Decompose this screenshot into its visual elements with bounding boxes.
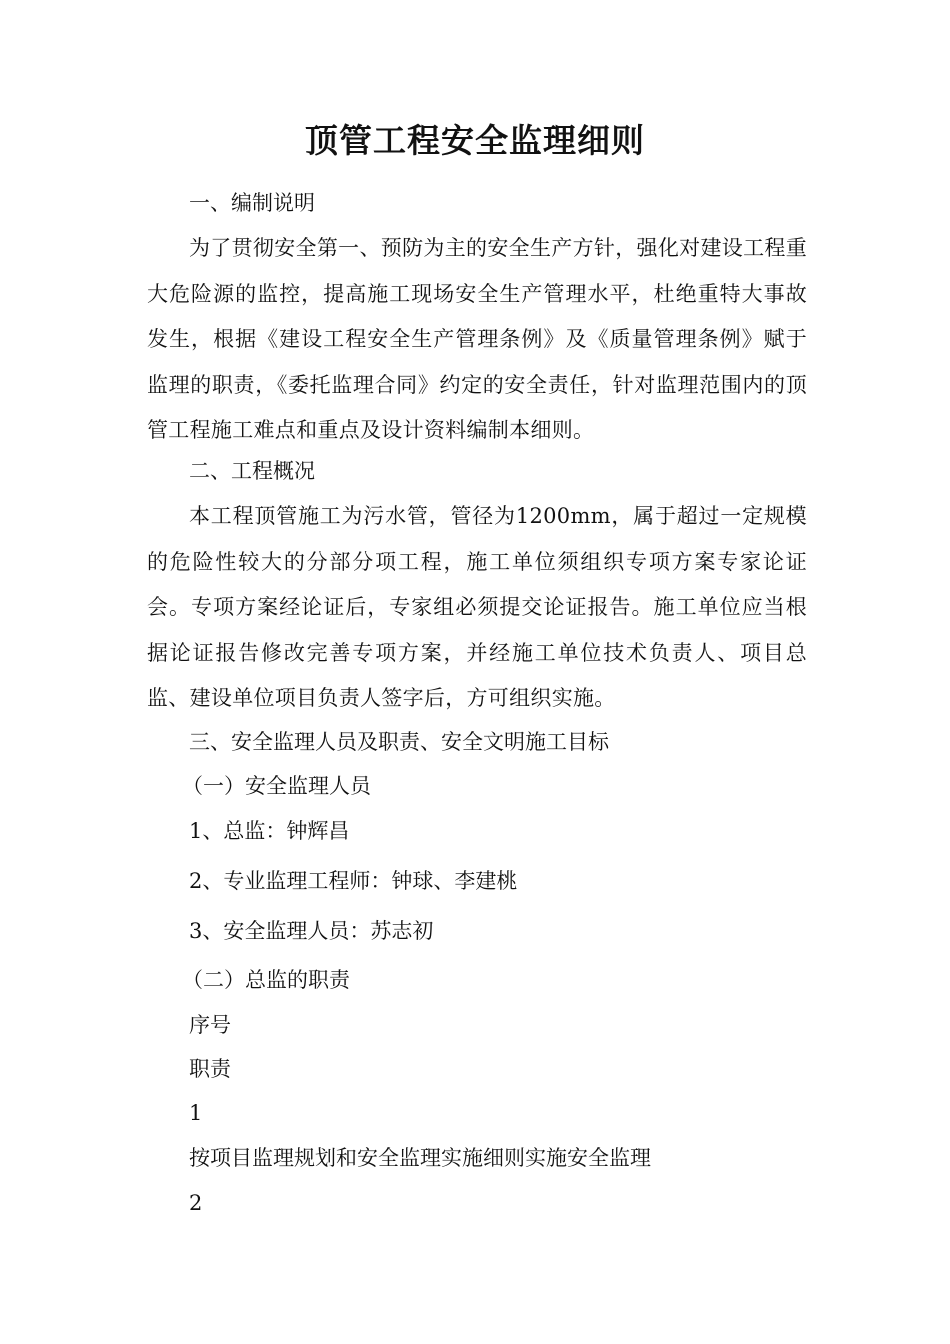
section3-subheading-staff: （一）安全监理人员 [182, 774, 371, 798]
table-row-1-number: 1 [189, 1101, 203, 1125]
section3-subheading-duties: （二）总监的职责 [182, 968, 350, 992]
table-header-number: 序号 [189, 1013, 231, 1037]
staff-item-engineers: 2、专业监理工程师：钟球、李建桃 [189, 869, 518, 893]
section2-heading: 二、工程概况 [189, 459, 315, 483]
table-row-2-number: 2 [189, 1191, 203, 1215]
section2-paragraph: 本工程顶管施工为污水管，管径为1200mm，属于超过一定规模的危险性较大的分部分项工程，施工单位须组织专项方案专家论证会。专项方案经论证后，专家组必须提交论证报告。施工单位应当根据论证报告修改完善专项方案，并经施工单位技术负责人、项目总监、建设单位项目负责人签字后，方可组织实施。 [147, 504, 807, 710]
table-row-1-duty: 按项目监理规划和安全监理实施细则实施安全监理 [189, 1146, 651, 1170]
staff-item-safety: 3、安全监理人员：苏志初 [189, 919, 434, 943]
section3-heading: 三、安全监理人员及职责、安全文明施工目标 [189, 730, 609, 754]
table-header-duty: 职责 [189, 1057, 231, 1081]
staff-item-chief: 1、总监：钟辉昌 [189, 819, 350, 843]
document-title: 顶管工程安全监理细则 [305, 121, 645, 160]
section1-heading: 一、编制说明 [189, 191, 315, 215]
section1-paragraph: 为了贯彻安全第一、预防为主的安全生产方针，强化对建设工程重大危险源的监控，提高施工现场安全生产管理水平，杜绝重特大事故发生，根据《建设工程安全生产管理条例》及《质量管理条例》赋于监理的职责，《委托监理合同》约定的安全责任，针对监理范围内的顶管工程施工难点和重点及设计资料编制本细则。 [147, 236, 807, 442]
